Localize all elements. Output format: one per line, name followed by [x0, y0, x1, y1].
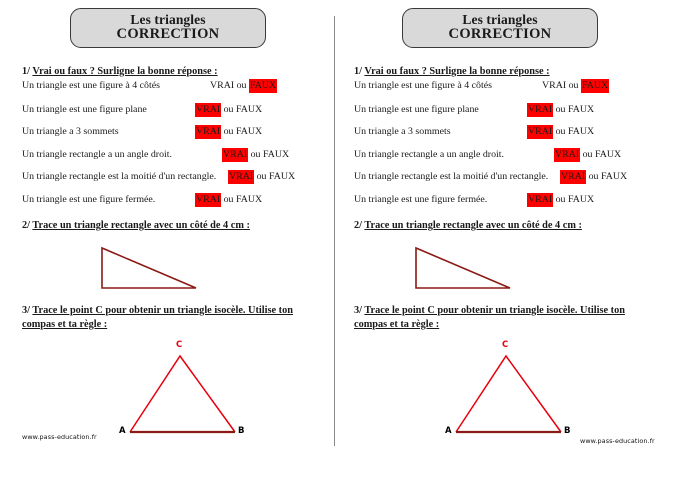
- answer-6: [527, 195, 594, 205]
- answer-4: [554, 150, 621, 160]
- answer-4-sep: ou: [250, 149, 261, 160]
- statement-3: [354, 127, 451, 137]
- answer-4-faux[interactable]: FAUX: [594, 149, 622, 160]
- answer-5-faux[interactable]: FAUX: [600, 171, 628, 182]
- statement-5: [354, 172, 548, 182]
- title-line-1: Les triangles: [130, 11, 206, 27]
- worksheet-panel-left: [0, 0, 334, 480]
- answer-4-vrai[interactable]: VRAI: [223, 149, 248, 160]
- panel-divider: [334, 16, 335, 446]
- answer-4-faux[interactable]: FAUX: [262, 149, 290, 160]
- answer-2-vrai[interactable]: VRAI: [528, 104, 553, 115]
- statement-3-text: Un triangle a 3 sommets: [354, 126, 451, 137]
- statement-1-text: Un triangle est une figure à 4 côtés: [22, 80, 160, 91]
- statement-3-text: Un triangle a 3 sommets: [22, 126, 119, 137]
- vertex-label-a: A: [445, 426, 452, 436]
- answer-4-vrai[interactable]: VRAI: [555, 149, 580, 160]
- right-triangle-figure: [96, 242, 206, 296]
- exercise-2-number: 2/: [354, 220, 363, 231]
- answer-1-sep: ou: [568, 80, 579, 91]
- exercise-2-heading-text: Trace un triangle rectangle avec un côté de 4 cm :: [32, 220, 250, 231]
- statement-2: [354, 105, 479, 115]
- answer-5-sep: ou: [256, 171, 267, 182]
- answer-5-vrai[interactable]: VRAI: [561, 171, 586, 182]
- worksheet-panel-right: [340, 0, 674, 480]
- answer-6-vrai[interactable]: VRAI: [196, 194, 221, 205]
- statement-6-text: Un triangle est une figure fermée.: [22, 194, 156, 205]
- answer-3-faux[interactable]: FAUX: [567, 126, 595, 137]
- statement-6: [22, 195, 155, 205]
- isosceles-triangle-figure: [118, 348, 248, 440]
- answer-3-faux[interactable]: FAUX: [235, 126, 263, 137]
- answer-5: [560, 172, 627, 182]
- answer-3-sep: ou: [223, 126, 234, 137]
- answer-2: [195, 105, 262, 115]
- exercise-3-heading-text: Trace le point C pour obtenir un triangle isocèle. Utilise ton compas et ta règle :: [354, 305, 625, 330]
- answer-6-faux[interactable]: FAUX: [235, 194, 263, 205]
- answer-1-vrai[interactable]: VRAI: [542, 80, 567, 91]
- answer-2-faux[interactable]: FAUX: [567, 104, 595, 115]
- statement-2: [22, 105, 147, 115]
- title-line-2: CORRECTION: [116, 26, 220, 43]
- isosceles-triangle-legs: [130, 356, 235, 432]
- answer-6-vrai[interactable]: VRAI: [528, 194, 553, 205]
- exercise-3-heading-text: Trace le point C pour obtenir un triangle isocèle. Utilise ton compas et ta règle :: [22, 305, 293, 330]
- title-box: [402, 8, 598, 48]
- answer-2-sep: ou: [555, 104, 566, 115]
- statement-5-text: Un triangle rectangle est la moitié d'un rectangle.: [354, 171, 549, 182]
- exercise-3-heading: [354, 304, 654, 331]
- exercise-2-heading: [354, 219, 582, 233]
- statement-1-text: Un triangle est une figure à 4 côtés: [354, 80, 492, 91]
- right-triangle-shape: [416, 248, 510, 288]
- answer-1-vrai[interactable]: VRAI: [210, 80, 235, 91]
- answer-3: [527, 127, 594, 137]
- statement-2-text: Un triangle est une figure plane: [22, 104, 147, 115]
- answer-5-sep: ou: [588, 171, 599, 182]
- exercise-1-heading-text: Vrai ou faux ? Surligne la bonne réponse :: [32, 66, 218, 77]
- title-line-2: CORRECTION: [448, 26, 552, 43]
- statement-4-text: Un triangle rectangle a un angle droit.: [354, 149, 504, 160]
- answer-3-sep: ou: [555, 126, 566, 137]
- isosceles-triangle-legs: [456, 356, 561, 432]
- exercise-1-number: 1/: [22, 66, 31, 77]
- answer-2-faux[interactable]: FAUX: [235, 104, 263, 115]
- statement-4-text: Un triangle rectangle a un angle droit.: [22, 149, 172, 160]
- isosceles-triangle-figure: [444, 348, 574, 440]
- exercise-2-heading: [22, 219, 250, 233]
- exercise-2-number: 2/: [22, 220, 31, 231]
- answer-6-faux[interactable]: FAUX: [567, 194, 595, 205]
- title-box: [70, 8, 266, 48]
- answer-5-faux[interactable]: FAUX: [268, 171, 296, 182]
- answer-4-sep: ou: [582, 149, 593, 160]
- answer-2-vrai[interactable]: VRAI: [196, 104, 221, 115]
- answer-2-sep: ou: [223, 104, 234, 115]
- answer-1-faux[interactable]: FAUX: [581, 80, 609, 91]
- exercise-1-heading: [22, 65, 218, 79]
- statement-1: [354, 81, 492, 91]
- answer-3: [195, 127, 262, 137]
- statement-4: [354, 150, 504, 160]
- statement-3: [22, 127, 119, 137]
- right-triangle-figure: [410, 242, 520, 296]
- statement-5: [22, 172, 216, 182]
- vertex-label-b: B: [238, 426, 245, 436]
- exercise-1-heading: [354, 65, 550, 79]
- statement-5-text: Un triangle rectangle est la moitié d'un rectangle.: [22, 171, 217, 182]
- answer-3-vrai[interactable]: VRAI: [528, 126, 553, 137]
- exercise-3-number: 3/: [22, 305, 31, 316]
- statement-6: [354, 195, 487, 205]
- footer-url[interactable]: www.pass-education.fr: [580, 437, 655, 445]
- exercise-1-number: 1/: [354, 66, 363, 77]
- answer-1-faux[interactable]: FAUX: [249, 80, 277, 91]
- footer-url[interactable]: www.pass-education.fr: [22, 433, 97, 441]
- statement-4: [22, 150, 172, 160]
- statement-2-text: Un triangle est une figure plane: [354, 104, 479, 115]
- answer-1-sep: ou: [236, 80, 247, 91]
- vertex-label-a: A: [119, 426, 126, 436]
- right-triangle-shape: [102, 248, 196, 288]
- answer-4: [222, 150, 289, 160]
- vertex-label-c: C: [176, 340, 183, 350]
- exercise-2-heading-text: Trace un triangle rectangle avec un côté de 4 cm :: [364, 220, 582, 231]
- vertex-label-b: B: [564, 426, 571, 436]
- answer-6: [195, 195, 262, 205]
- statement-1: [22, 81, 160, 91]
- answer-5: [228, 172, 295, 182]
- vertex-label-c: C: [502, 340, 509, 350]
- answer-5-vrai[interactable]: VRAI: [229, 171, 254, 182]
- statement-6-text: Un triangle est une figure fermée.: [354, 194, 488, 205]
- title-line-1: Les triangles: [462, 11, 538, 27]
- answer-2: [527, 105, 594, 115]
- answer-1: [542, 81, 609, 91]
- answer-6-sep: ou: [555, 194, 566, 205]
- answer-6-sep: ou: [223, 194, 234, 205]
- exercise-3-heading: [22, 304, 322, 331]
- exercise-3-number: 3/: [354, 305, 363, 316]
- exercise-1-heading-text: Vrai ou faux ? Surligne la bonne réponse :: [364, 66, 550, 77]
- answer-3-vrai[interactable]: VRAI: [196, 126, 221, 137]
- answer-1: [210, 81, 277, 91]
